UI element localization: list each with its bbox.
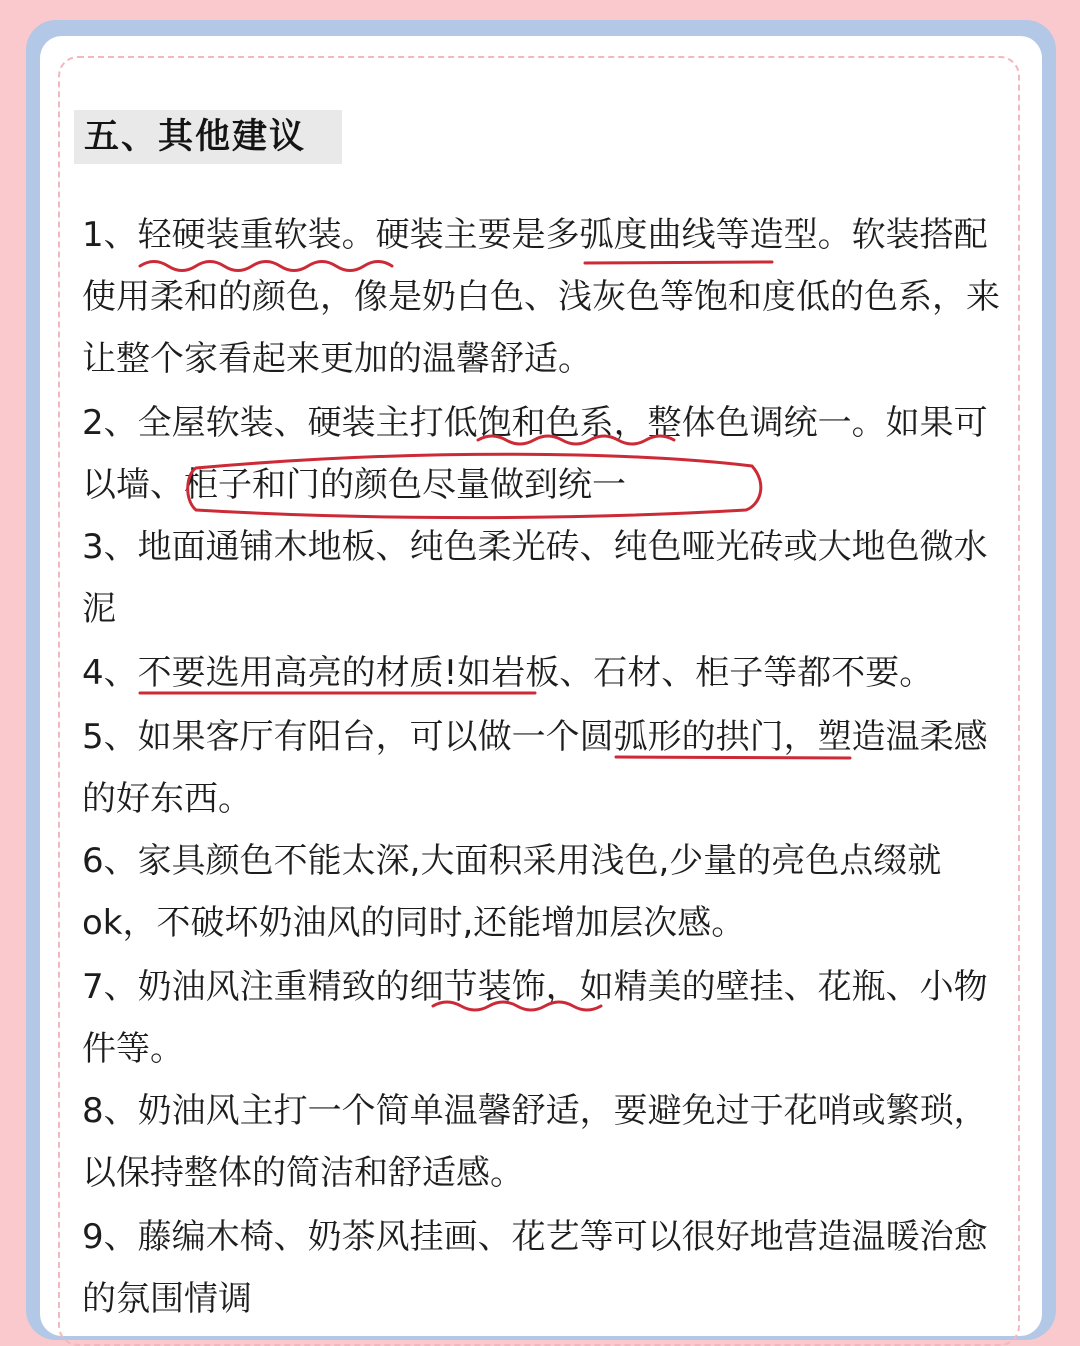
tip-item-4: 4、不要选用高亮的材质!如岩板、石材、柜子等都不要。 (82, 653, 934, 693)
tip-item-2: 2、全屋软装、硬装主打低饱和色系，整体色调统一。如果可以墙、柜子和门的颜色尽量做到统一 (82, 403, 988, 505)
tip-item-7: 7、奶油风注重精致的细节装饰，如精美的壁挂、花瓶、小物件等。 (82, 967, 988, 1069)
tip-item-9: 9、藤编木椅、奶茶风挂画、花艺等可以很好地营造温暖治愈的氛围情调 (82, 1217, 988, 1319)
tip-item-3: 3、地面通铺木地板、纯色柔光砖、纯色哑光砖或大地色微水泥 (82, 527, 988, 629)
tip-item-1: 1、轻硬装重软装。硬装主要是多弧度曲线等造型。软装搭配使用柔和的颜色，像是奶白色、浅灰色等饱和度低的色系，来让整个家看起来更加的温馨舒适。 (82, 215, 1000, 379)
tip-item-6: 6、家具颜色不能太深,大面积采用浅色,少量的亮色点缀就ok，不破坏奶油风的同时,还能增加层次感。 (82, 841, 942, 943)
tip-item-5: 5、如果客厅有阳台，可以做一个圆弧形的拱门，塑造温柔感的好东西。 (82, 717, 988, 819)
section-heading: 五、其他建议 (74, 110, 342, 164)
tip-item-8: 8、奶油风主打一个简单温馨舒适，要避免过于花哨或繁琐，以保持整体的简洁和舒适感。 (82, 1091, 988, 1193)
